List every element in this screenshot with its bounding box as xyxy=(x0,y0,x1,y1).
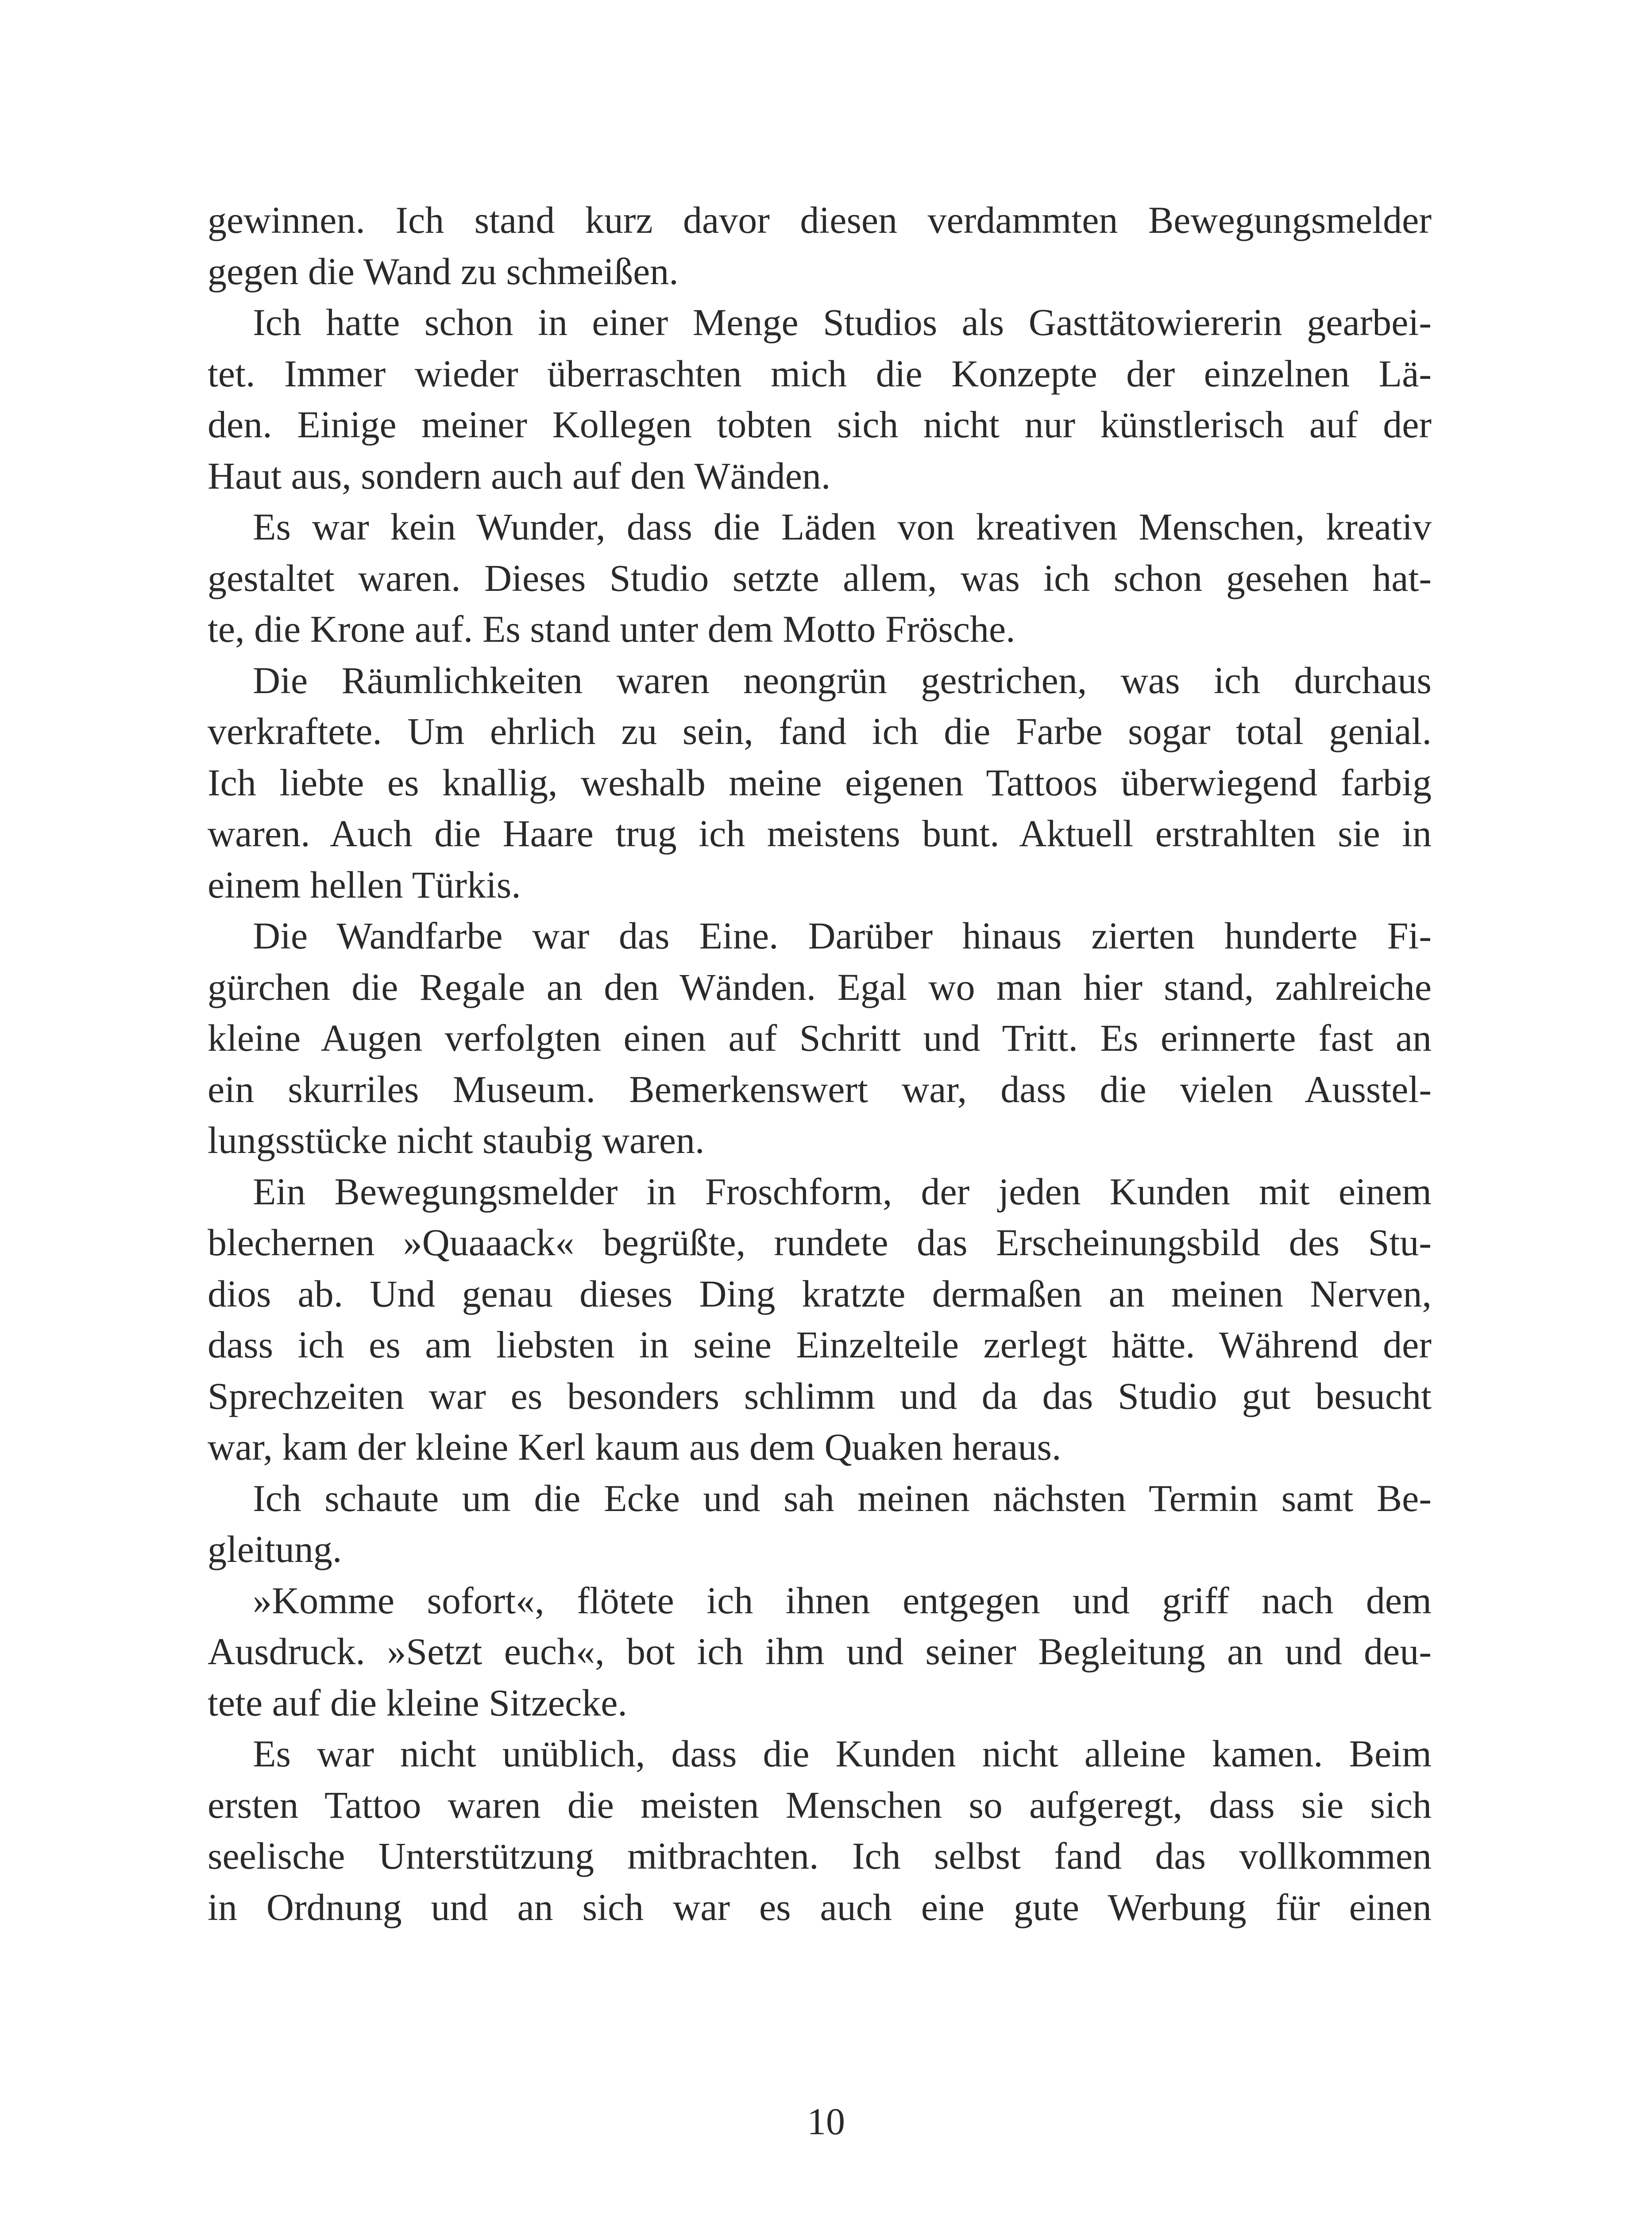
text-line: gürchen die Regale an den Wänden. Egal wo man hier stand, zahlreiche xyxy=(208,965,1432,1008)
text-line: te, die Krone auf. Es stand unter dem Motto Frösche. xyxy=(208,608,1015,650)
text-line: gewinnen. Ich stand kurz davor diesen verdammten Bewegungsmelder xyxy=(208,199,1432,241)
text-line: in Ordnung und an sich war es auch eine gute Werbung für einen xyxy=(208,1885,1432,1928)
text-line: blechernen »Quaaack« begrüßte, rundete das Erscheinungsbild des Stu- xyxy=(208,1221,1432,1264)
text-line: dass ich es am liebsten in seine Einzelteile zerlegt hätte. Während der xyxy=(208,1323,1432,1366)
text-line: war, kam der kleine Kerl kaum aus dem Quaken heraus. xyxy=(208,1426,1061,1468)
text-line: lungsstücke nicht staubig waren. xyxy=(208,1119,705,1161)
text-line: Die Wandfarbe war das Eine. Darüber hinaus zierten hunderte Fi- xyxy=(253,914,1432,957)
text-line: Es war kein Wunder, dass die Läden von kreativen Menschen, kreativ xyxy=(253,505,1432,548)
text-line: Die Räumlichkeiten waren neongrün gestrichen, was ich durchaus xyxy=(253,659,1432,702)
text-line: Ich schaute um die Ecke und sah meinen nächsten Termin samt Be- xyxy=(253,1477,1432,1519)
body-text xyxy=(208,195,1432,1933)
page-number: 10 xyxy=(807,2100,845,2143)
text-line: Sprechzeiten war es besonders schlimm und da das Studio gut besucht xyxy=(208,1374,1432,1417)
text-line: gleitung. xyxy=(208,1528,342,1570)
text-line: tete auf die kleine Sitzecke. xyxy=(208,1681,627,1724)
text-line: den. Einige meiner Kollegen tobten sich nicht nur künstlerisch auf der xyxy=(208,403,1432,446)
text-line: dios ab. Und genau dieses Ding kratzte dermaßen an meinen Nerven, xyxy=(208,1272,1432,1315)
text-line: verkraftete. Um ehrlich zu sein, fand ich die Farbe sogar total genial. xyxy=(208,710,1432,752)
text-line: Haut aus, sondern auch auf den Wänden. xyxy=(208,454,831,497)
text-line: Es war nicht unüblich, dass die Kunden nicht alleine kamen. Beim xyxy=(253,1732,1432,1775)
text-line: waren. Auch die Haare trug ich meistens bunt. Aktuell erstrahlten sie in xyxy=(208,812,1432,855)
text-line: Ausdruck. »Setzt euch«, bot ich ihm und seiner Begleitung an und deu- xyxy=(208,1630,1432,1673)
text-line: gestaltet waren. Dieses Studio setzte allem, was ich schon gesehen hat- xyxy=(208,556,1432,599)
text-line: seelische Unterstützung mitbrachten. Ich selbst fand das vollkommen xyxy=(208,1835,1432,1877)
text-line: ersten Tattoo waren die meisten Menschen so aufgeregt, dass sie sich xyxy=(208,1783,1432,1826)
text-line: ein skurriles Museum. Bemerkenswert war, dass die vielen Ausstel- xyxy=(208,1068,1432,1110)
text-line: Ich liebte es knallig, weshalb meine eigenen Tattoos überwiegend farbig xyxy=(208,761,1432,804)
text-line: »Komme sofort«, flötete ich ihnen entgegen und griff nach dem xyxy=(253,1579,1432,1622)
text-line: einem hellen Türkis. xyxy=(208,863,521,906)
text-line: Ein Bewegungsmelder in Froschform, der jeden Kunden mit einem xyxy=(253,1170,1432,1213)
text-line: tet. Immer wieder überraschten mich die Konzepte der einzelnen Lä- xyxy=(208,352,1432,395)
text-line: Ich hatte schon in einer Menge Studios als Gasttätowiererin gearbei- xyxy=(253,301,1432,343)
text-line: kleine Augen verfolgten einen auf Schritt und Tritt. Es erinnerte fast an xyxy=(208,1017,1432,1059)
text-line: gegen die Wand zu schmeißen. xyxy=(208,250,679,293)
